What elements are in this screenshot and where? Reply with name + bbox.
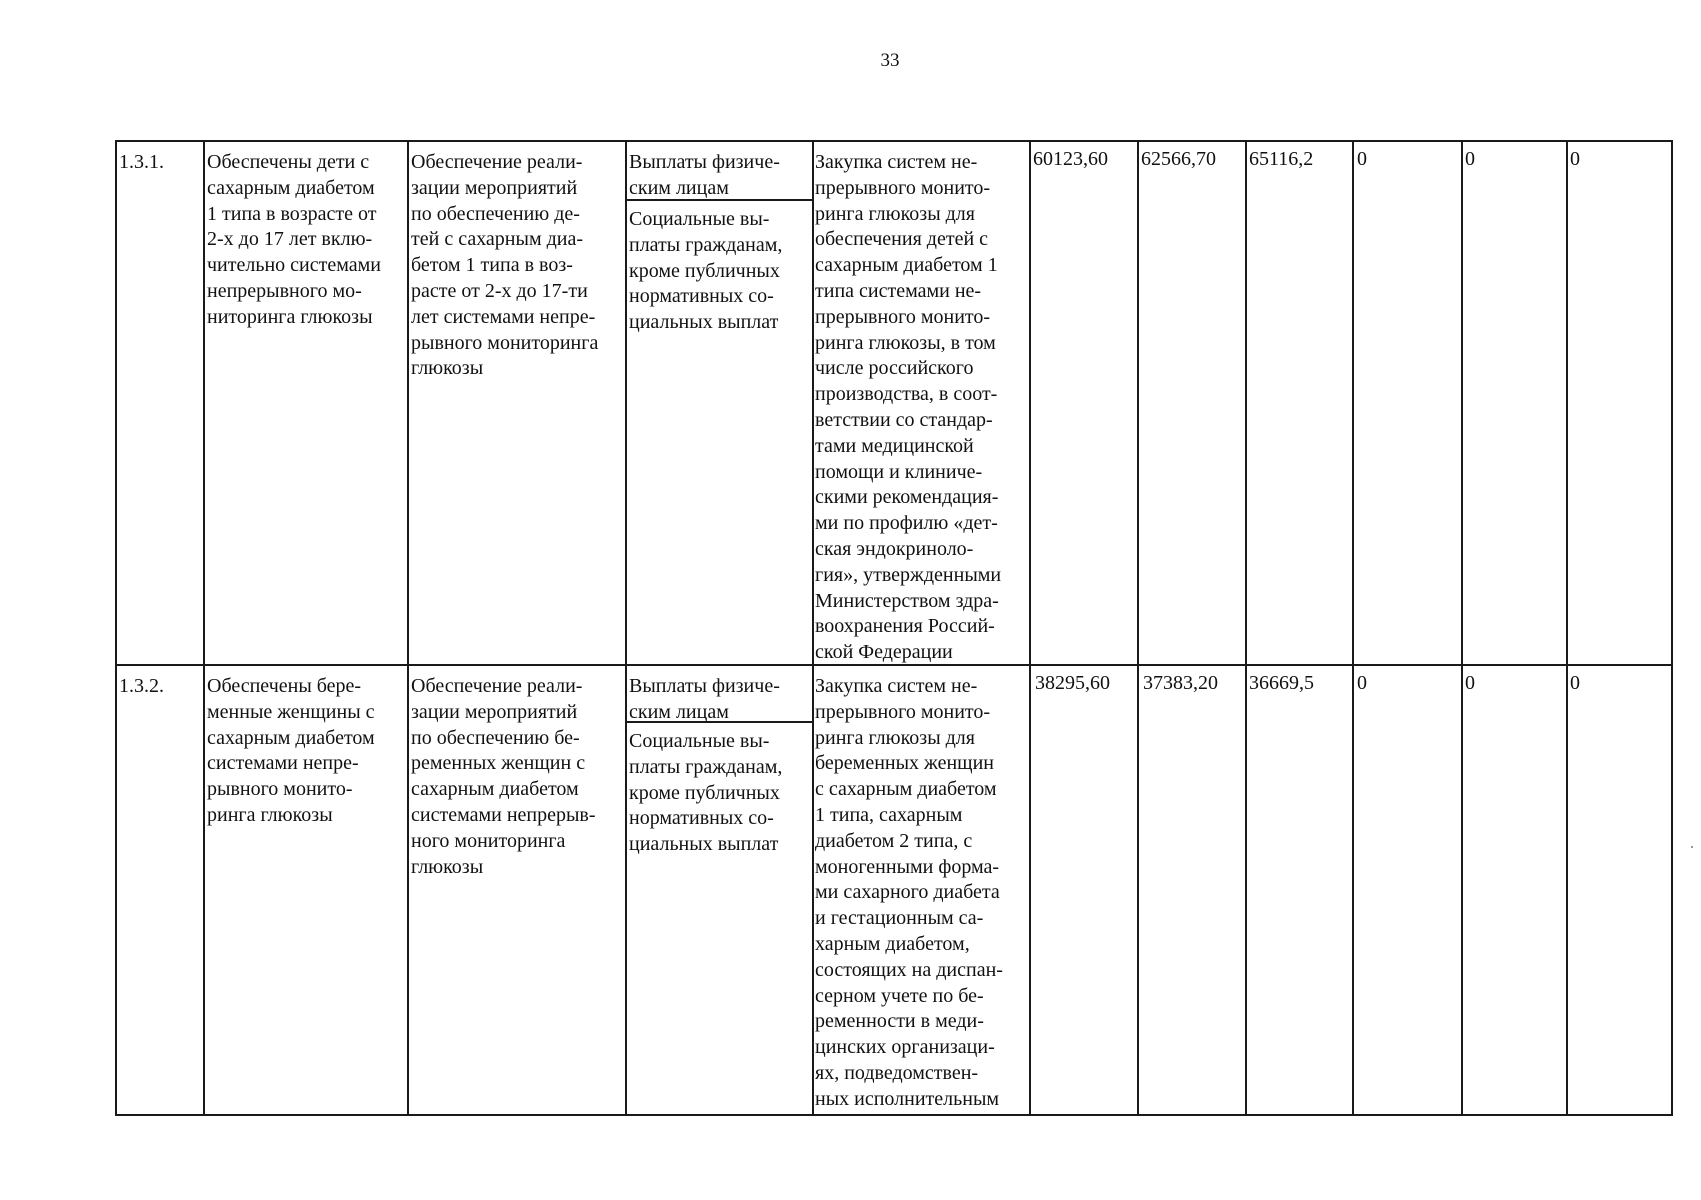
column-divider [407, 140, 409, 1116]
result-cell: Обеспечены бере- менные женщины с сахарным диабетом системами непре- рывного монито- ринга глюкозы [207, 675, 375, 826]
column-divider [812, 140, 814, 1116]
table-right-border [1671, 140, 1673, 1116]
table-left-border [115, 140, 117, 1116]
page-number: 33 [880, 50, 900, 71]
column-divider [1029, 140, 1031, 1116]
value-cell: 62566,70 [1141, 148, 1216, 170]
description-cell: Закупка систем не- прерывного монито- ринга глюкозы для обеспечения детей с сахарным диабетом 1 типа системами не- прерывного монито- ринга глюкозы, в том числе российского производства, в соот- ветствии со стандар- тами медицинской помощи и клиниче- скими рекомендация- ми по профилю «дет- ская эндокриноло- гия», утвержденными Министерством здра- воохранения Россий- ской Федерации [815, 151, 1002, 664]
value-cell: 36669,5 [1249, 672, 1314, 694]
event-cell: Обеспечение реали- зации мероприятий по обеспечению бе- ременных женщин с сахарным диабетом системами непрерыв- ного мониторинга глюкозы [411, 675, 596, 878]
value-cell: 0 [1570, 672, 1580, 694]
value-cell: 0 [1465, 148, 1475, 170]
description-cell: Закупка систем не- прерывного монито- ринга глюкозы для беременных женщин с сахарным диабетом 1 типа, сахарным диабетом 2 типа, с моногенными форма- ми сахарного диабета и гестационным са- харным диабетом, состоящих на диспан- серном учете по бе- ременности в меди- цинских организаци- ях, подведомствен- ных исполнительным [815, 675, 1003, 1110]
expense-type-cell: Выплаты физиче- ским лицам [629, 675, 780, 723]
table-top-border [115, 140, 1673, 142]
value-cell: 0 [1357, 148, 1367, 170]
value-cell: 65116,2 [1249, 148, 1314, 170]
event-cell: Обеспечение реали- зации мероприятий по обеспечению де- тей с сахарным диа- бетом 1 типа в воз- расте от 2-х до 17-ти лет системами непре- рывного мониторинга глюкозы [411, 151, 599, 380]
column-divider [1245, 140, 1247, 1116]
expense-type-cell: Выплаты физиче- ским лицам [629, 151, 780, 199]
row-number-cell: 1.3.1. [119, 151, 164, 173]
value-cell: 0 [1570, 148, 1580, 170]
value-cell: 38295,60 [1035, 672, 1110, 694]
value-cell: 0 [1465, 672, 1475, 694]
result-cell: Обеспечены дети с сахарным диабетом 1 типа в возрасте от 2-х до 17 лет вклю- чительно системами непрерывного мо- ниторинга глюкозы [207, 151, 382, 328]
expense-subtype-cell: Социальные вы- платы гражданам, кроме публичных нормативных со- циальных выплат [629, 730, 783, 856]
column-divider [1461, 140, 1463, 1116]
column-divider [625, 140, 627, 1116]
column-divider [1352, 140, 1354, 1116]
value-cell: 60123,60 [1033, 148, 1108, 170]
expense-subtype-cell: Социальные вы- платы гражданам, кроме публичных нормативных со- циальных выплат [629, 208, 783, 334]
value-cell: 0 [1357, 672, 1367, 694]
row-number-cell: 1.3.2. [119, 675, 164, 697]
column-divider [203, 140, 205, 1116]
column-divider [1566, 140, 1568, 1116]
value-cell: 37383,20 [1143, 672, 1218, 694]
column-divider [1137, 140, 1139, 1116]
table-bottom-border [115, 1114, 1673, 1116]
scan-speck [1691, 846, 1693, 848]
